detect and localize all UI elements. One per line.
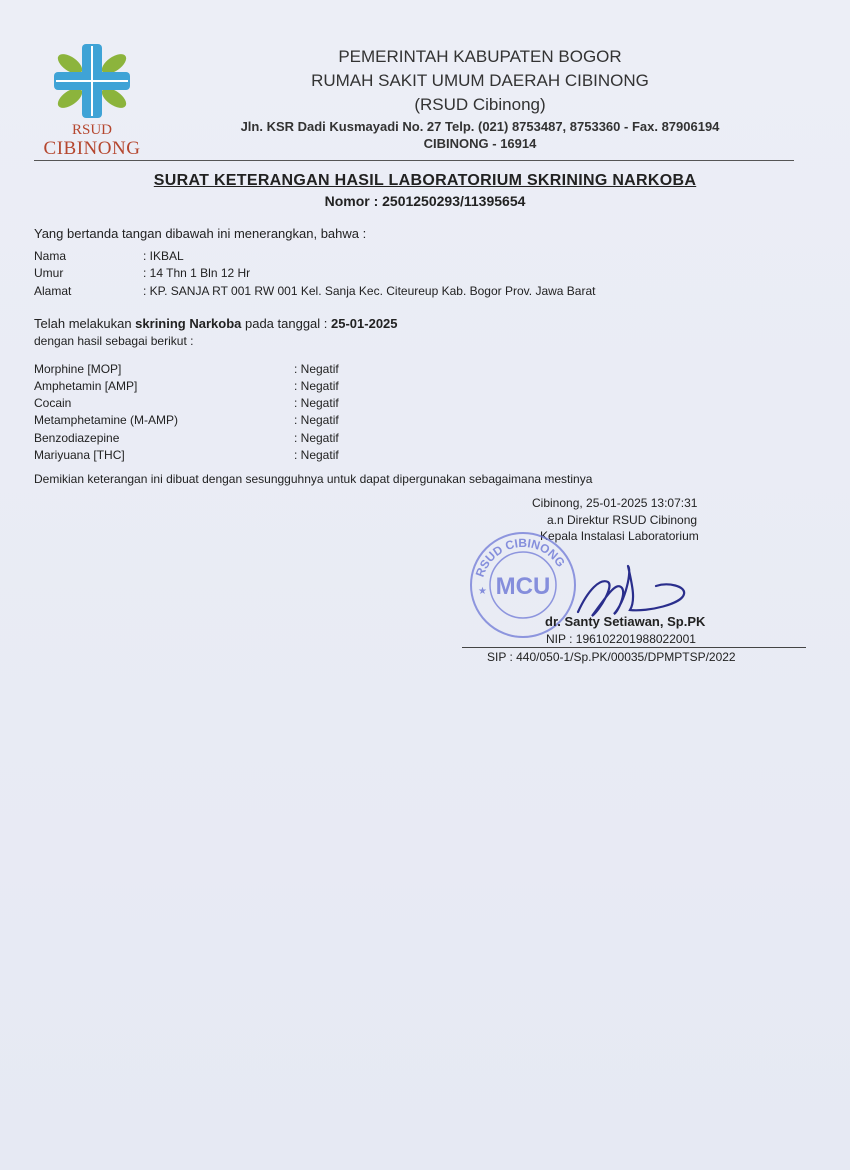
patient-value-address: : KP. SANJA RT 001 RW 001 Kel. Sanja Kec. Citeureup Kab. Bogor Prov. Jawa Barat — [143, 284, 596, 298]
result-value: : Negatif — [294, 362, 339, 376]
result-value: : Negatif — [294, 396, 339, 410]
signature-place-date: Cibinong, 25-01-2025 13:07:31 — [532, 496, 698, 510]
signature-sip: SIP : 440/050-1/Sp.PK/00035/DPMPTSP/2022 — [487, 650, 736, 664]
hospital-logo — [42, 40, 152, 160]
star-icon: ★ — [478, 586, 487, 597]
screening-pre: Telah melakukan — [34, 316, 136, 331]
screening-results-intro: dengan hasil sebagai berikut : — [34, 334, 194, 348]
header-government: PEMERINTAH KABUPATEN BOGOR — [338, 47, 622, 66]
signature-position: Kepala Instalasi Laboratorium — [540, 529, 699, 543]
result-test-name: Metamphetamine (M-AMP) — [34, 413, 179, 427]
stamp-center-text: MCU — [495, 573, 551, 600]
signature-divider — [462, 647, 806, 648]
result-value: : Negatif — [294, 431, 339, 445]
closing-statement: Demikian keterangan ini dibuat dengan sesungguhnya untuk dapat dipergunakan sebagaimana mestinya — [34, 472, 593, 486]
screening-statement — [34, 316, 398, 331]
document-title: SURAT KETERANGAN HASIL LABORATORIUM SKRINING NARKOBA — [153, 172, 697, 189]
screening-mid: pada tanggal : — [241, 316, 332, 331]
result-value: : Negatif — [294, 413, 339, 427]
result-value: : Negatif — [294, 448, 339, 462]
result-test-name: Amphetamin [AMP] — [34, 379, 138, 393]
signature-name: dr. Santy Setiawan, Sp.PK — [545, 614, 706, 629]
patient-value-name: : IKBAL — [143, 249, 184, 263]
intro-text: Yang bertanda tangan dibawah ini menerangkan, bahwa : — [34, 226, 367, 241]
patient-value-age: : 14 Thn 1 Bln 12 Hr — [143, 266, 251, 280]
signature-on-behalf: a.n Direktur RSUD Cibinong — [547, 513, 698, 527]
logo-text-rsud: RSUD — [71, 122, 112, 138]
result-test-name: Morphine [MOP] — [34, 362, 122, 376]
signature-nip: NIP : 196102201988022001 — [546, 632, 696, 646]
header-city: CIBINONG - 16914 — [423, 136, 537, 151]
header-hospital-name: RUMAH SAKIT UMUM DAERAH CIBINONG — [311, 71, 649, 90]
result-value: : Negatif — [294, 379, 339, 393]
result-test-name: Benzodiazepine — [34, 431, 120, 445]
header-hospital-short: (RSUD Cibinong) — [414, 95, 546, 114]
patient-label-address: Alamat — [34, 284, 72, 298]
header-divider — [34, 160, 794, 161]
logo-text-cibinong: CIBINONG — [43, 138, 141, 159]
header-address: Jln. KSR Dadi Kusmayadi No. 27 Telp. (021) 8753487, 8753360 - Fax. 87906194 — [240, 119, 720, 134]
stamp-top-text: RSUD CIBINONG — [472, 535, 568, 579]
logo-cross-leaves-icon — [42, 40, 142, 122]
screening-date: 25-01-2025 — [331, 316, 398, 331]
result-test-name: Mariyuana [THC] — [34, 448, 125, 462]
patient-label-age: Umur — [34, 266, 64, 280]
patient-label-name: Nama — [34, 249, 67, 263]
document-number: Nomor : 2501250293/11395654 — [324, 193, 526, 209]
screening-bold: skrining Narkoba — [135, 316, 242, 331]
result-test-name: Cocain — [34, 396, 72, 410]
